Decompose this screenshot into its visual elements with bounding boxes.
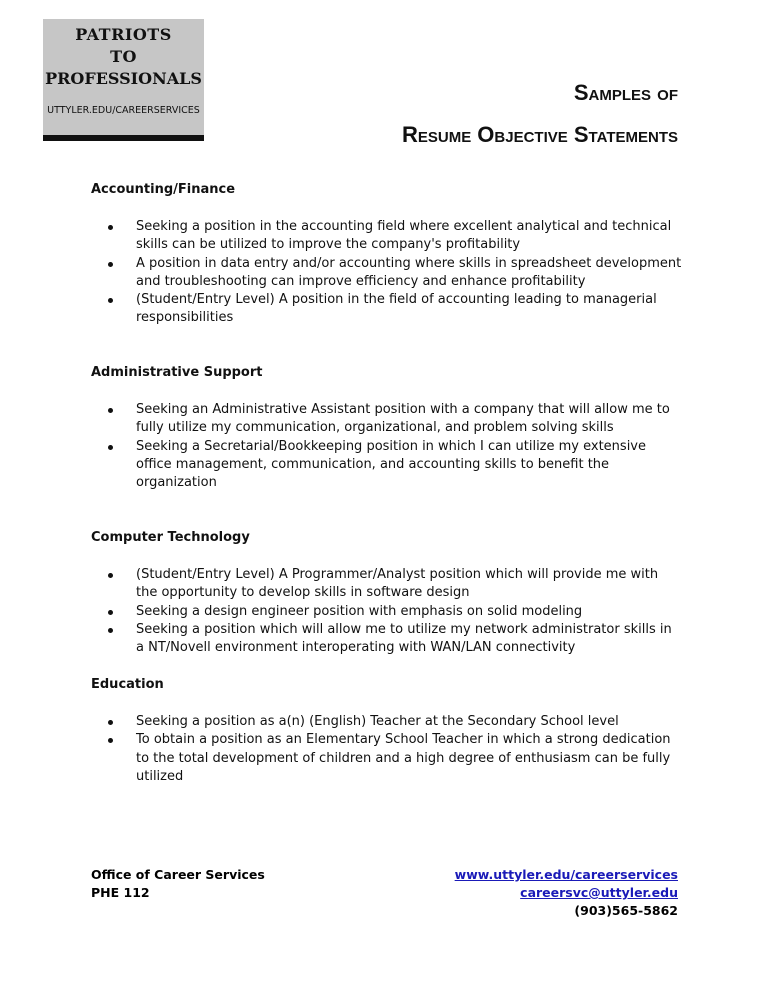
website-link[interactable]: www.uttyler.edu/careerservices xyxy=(454,867,678,882)
bullet-icon xyxy=(108,738,113,743)
list-item xyxy=(108,566,683,603)
logo-line-1: PATRIOTS xyxy=(75,25,172,44)
bullet-icon xyxy=(108,720,113,725)
bullet-icon xyxy=(108,628,113,633)
list-item xyxy=(108,218,683,255)
computer-list xyxy=(108,566,683,657)
list-item xyxy=(108,731,683,786)
list-item-text: Seeking a design engineer position with emphasis on solid modeling xyxy=(136,603,583,619)
list-item xyxy=(108,621,683,658)
list-item xyxy=(108,603,683,621)
list-item-text: (Student/Entry Level) A Programmer/Analyst position which will provide me with the opportunity to develop skills in software design xyxy=(136,567,659,601)
list-item-text: Seeking an Administrative Assistant position with a company that will allow me to fully utilize my communication, organizational, and problem solving skills xyxy=(136,402,670,436)
logo-line-3: PROFESSIONALS xyxy=(45,69,202,88)
list-item xyxy=(108,401,683,438)
section-heading-computer: Computer Technology xyxy=(91,530,250,545)
list-item-text: Seeking a position which will allow me to utilize my network administrator skills in a NT/Novell environment interoperating with WAN/LAN connectivity xyxy=(136,621,672,656)
list-item xyxy=(108,438,683,493)
office-name: Office of Career Services xyxy=(91,867,265,882)
bullet-icon xyxy=(108,298,113,303)
logo-url: UTTYLER.EDU/CAREERSERVICES xyxy=(47,105,200,116)
bullet-icon xyxy=(108,262,113,267)
page-title xyxy=(402,72,678,156)
list-item-text: Seeking a Secretarial/Bookkeeping position in which I can utilize my extensive office management, communication, and accounting skills to benefit the organization xyxy=(136,438,646,491)
bullet-icon xyxy=(108,225,113,230)
section-heading-education: Education xyxy=(91,677,164,692)
list-item-text: A position in data entry and/or accounting where skills in spreadsheet development and troubleshooting can improve efficiency and enhance profitability xyxy=(136,255,682,289)
list-item xyxy=(108,291,683,328)
title-line-1: Samples of xyxy=(573,80,678,105)
email-link[interactable]: careersvc@uttyler.edu xyxy=(520,885,678,900)
list-item xyxy=(108,713,683,731)
education-list xyxy=(108,713,683,786)
list-item-text: Seeking a position as a(n) (English) Teacher at the Secondary School level xyxy=(136,714,619,729)
office-room: PHE 112 xyxy=(91,885,150,900)
bullet-icon xyxy=(108,573,113,578)
footer-office-info xyxy=(91,866,265,902)
bullet-icon xyxy=(108,408,113,413)
patriots-to-professionals-logo xyxy=(43,19,204,141)
list-item-text: Seeking a position in the accounting field where excellent analytical and technical skills can be utilized to improve the company's profitability xyxy=(136,219,672,253)
footer-contact-info xyxy=(455,866,678,920)
section-heading-accounting: Accounting/Finance xyxy=(91,182,236,197)
section-heading-administrative: Administrative Support xyxy=(91,365,263,380)
bullet-icon xyxy=(108,445,113,450)
accounting-list xyxy=(108,218,683,328)
administrative-list xyxy=(108,401,683,492)
list-item xyxy=(108,255,683,292)
title-line-2: Resume Objective Statements xyxy=(401,122,678,147)
list-item-text: (Student/Entry Level) A position in the field of accounting leading to managerial responsibilities xyxy=(136,292,657,326)
bullet-icon xyxy=(108,610,113,615)
phone-number: (903)565-5862 xyxy=(574,903,678,918)
logo-line-2: TO xyxy=(110,47,137,66)
list-item-text: To obtain a position as an Elementary School Teacher in which a strong dedication to the total development of children and a high degree of enthusiasm can be fully utilized xyxy=(136,732,671,784)
